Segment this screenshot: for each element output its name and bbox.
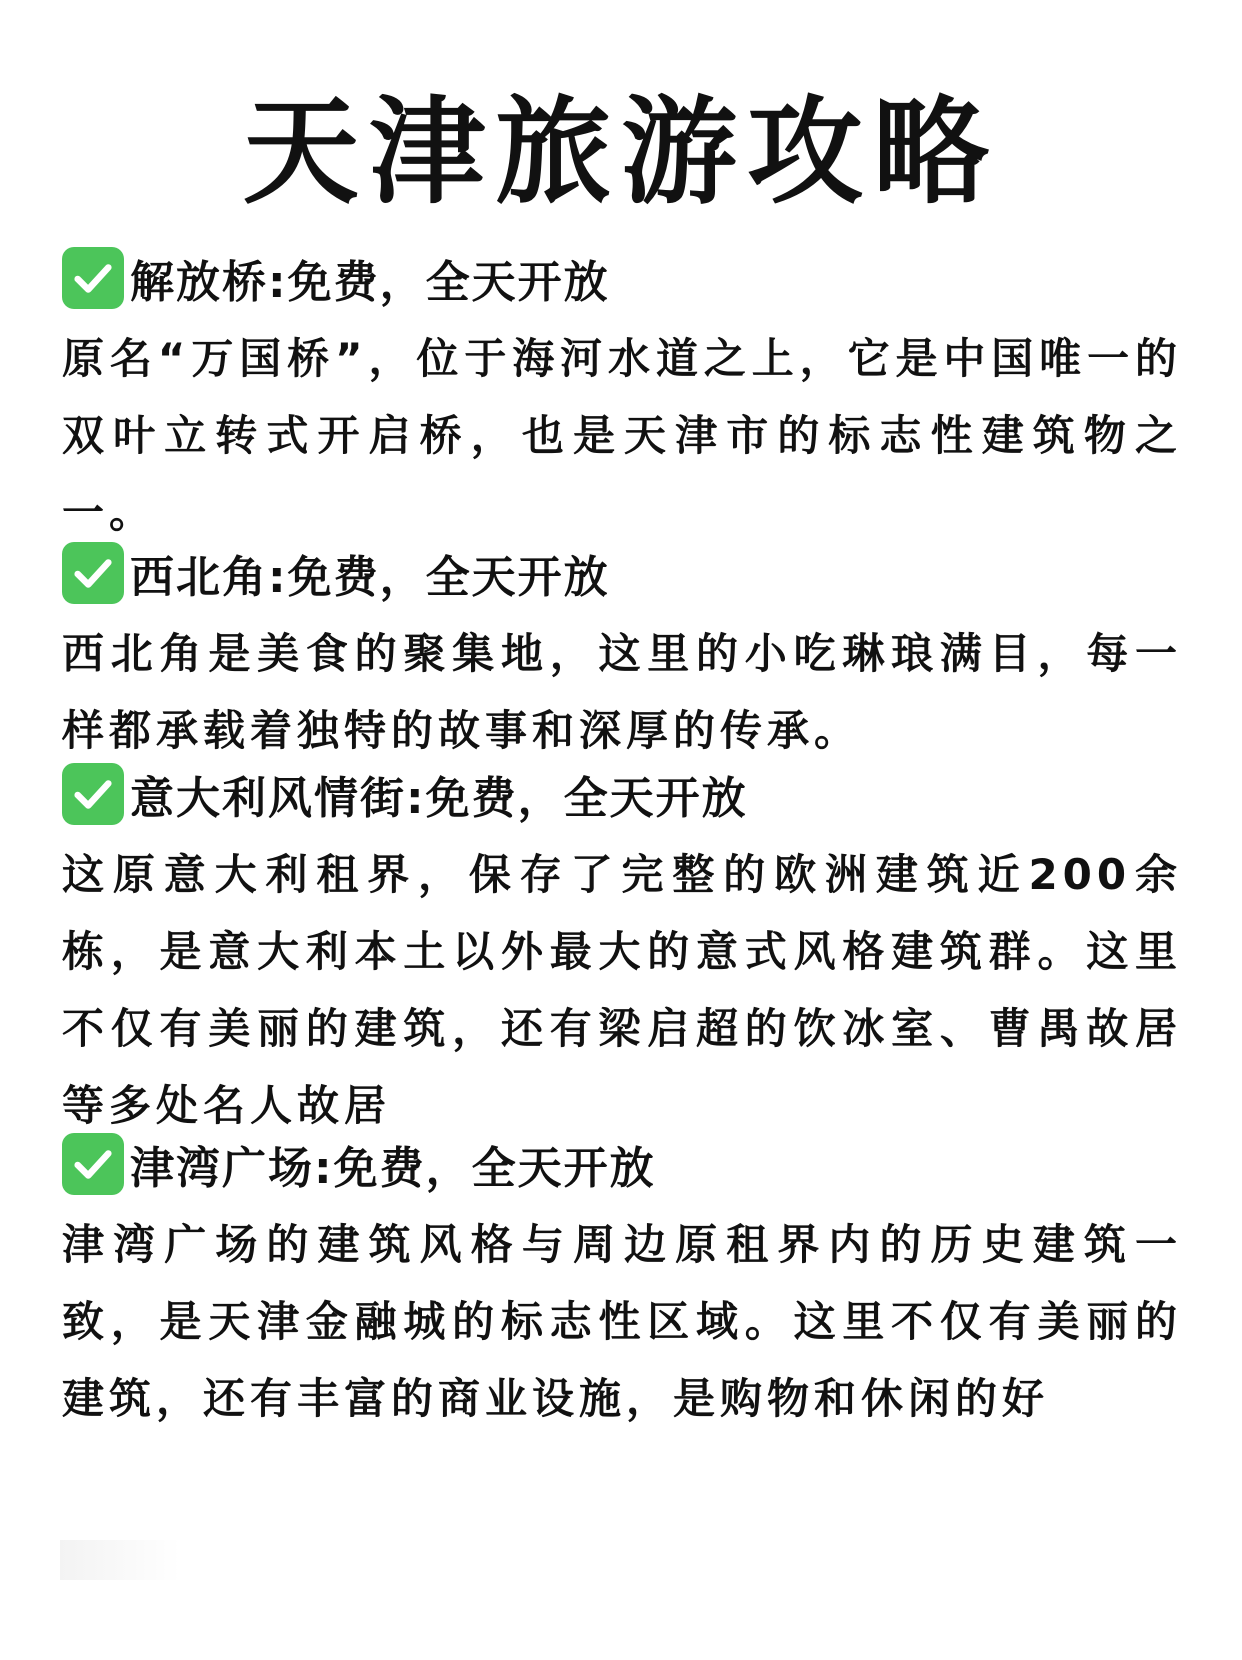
section-jinwan-plaza <box>62 1132 1182 1437</box>
section-heading-text: 解放桥:免费，全天开放 <box>130 257 610 308</box>
section-heading <box>62 762 1182 826</box>
section-italian-street <box>62 762 1182 1144</box>
section-body: 这原意大利租界，保存了完整的欧洲建筑近200余栋，是意大利本土以外最大的意式风格建筑群。这里不仅有美丽的建筑，还有梁启超的饮冰室、曹禺故居等多处名人故居 <box>62 850 1182 1130</box>
section-heading <box>62 1132 1182 1196</box>
section-heading <box>62 246 1182 310</box>
section-jiefang-bridge <box>62 246 1182 551</box>
page-title: 天津旅游攻略 <box>243 85 999 220</box>
section-body: 津湾广场的建筑风格与周边原租界内的历史建筑一致，是天津金融城的标志性区域。这里不仅有美丽的建筑，还有丰富的商业设施，是购物和休闲的好 <box>62 1220 1182 1423</box>
section-body: 西北角是美食的聚集地，这里的小吃琳琅满目，每一样都承载着独特的故事和深厚的传承。 <box>62 629 1182 755</box>
section-body: 原名“万国桥”，位于海河水道之上，它是中国唯一的双叶立转式开启桥，也是天津市的标志性建筑物之一。 <box>62 334 1182 537</box>
check-mark-icon <box>62 247 124 309</box>
section-heading-text: 西北角:免费，全天开放 <box>130 552 610 603</box>
section-heading-text: 意大利风情街:免费，全天开放 <box>130 773 748 824</box>
check-mark-icon <box>62 1133 124 1195</box>
faded-text-remnant <box>60 1540 180 1580</box>
check-mark-icon <box>62 763 124 825</box>
section-northwest-corner <box>62 541 1182 769</box>
section-heading-text: 津湾广场:免费，全天开放 <box>130 1143 656 1194</box>
section-heading <box>62 541 1182 605</box>
check-mark-icon <box>62 542 124 604</box>
